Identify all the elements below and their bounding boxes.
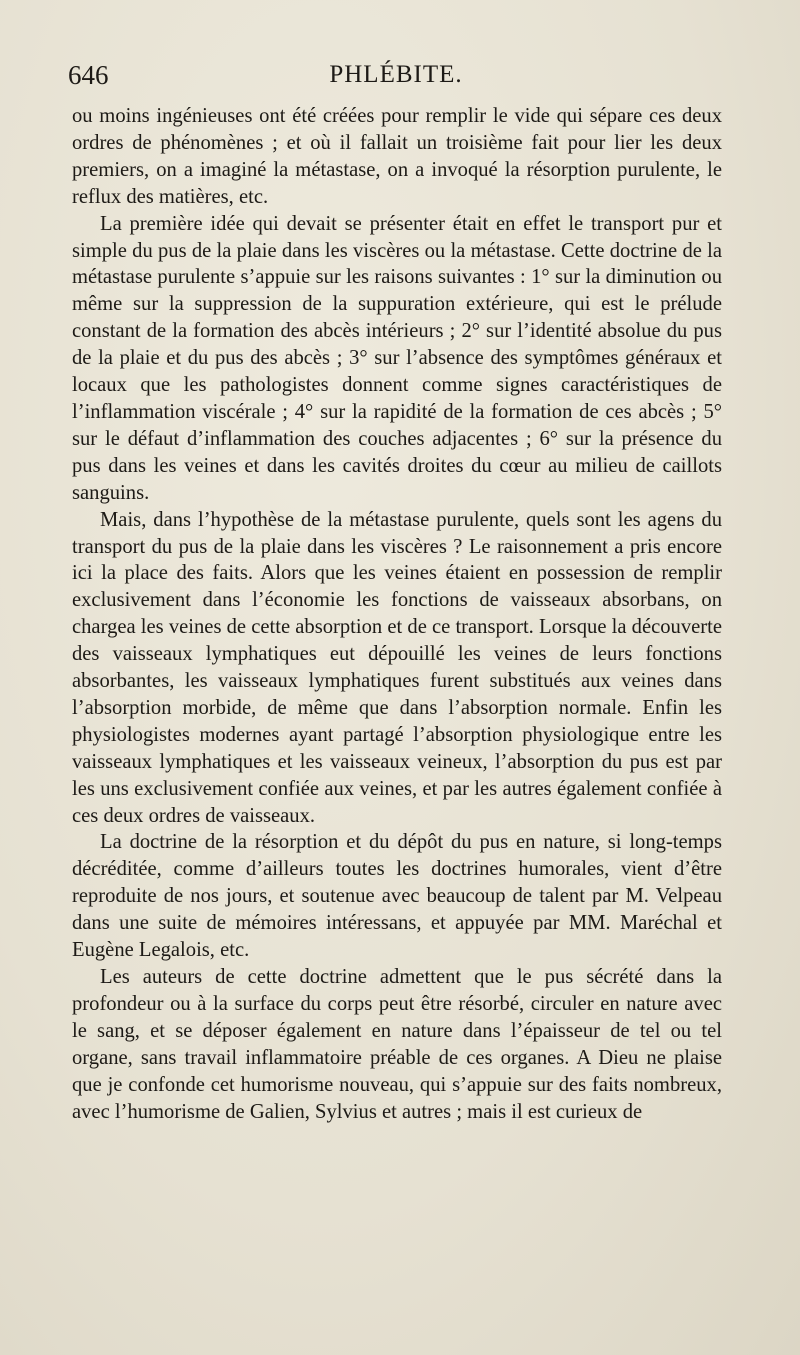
paragraph-metastase: La première idée qui devait se présenter était en effet le transport pur et simple du pus de la plaie dans les viscères ou la métastase. Cette doctrine de la métastase purulente s’appuie sur les raisons suivantes : 1° sur la diminution ou même sur la suppression de la suppuration extérieure, qui est le prélude constant de la formation des abcès intérieurs ; 2° sur l’identité absolue du pus de la plaie et du pus des abcès ; 3° sur l’absence des symptômes généraux et locaux que les pathologistes donnent comme signes caractéristiques de l’inflammation viscérale ; 4° sur la rapidité de la formation de ces abcès ; 5° sur le défaut d’inflammation des couches adjacentes ; 6° sur la présence du pus dans les veines et dans les cavités droites du cœur au milieu de caillots sanguins.	[72, 212, 722, 504]
paragraph-auteurs: Les auteurs de cette doctrine admettent que le pus sécrété dans la profondeur ou à la surface du corps peut être résorbé, circuler en nature avec le sang, et se déposer également en nature dans l’épaisseur de tel ou tel organe, sans travail inflammatoire préable de ces organes. A Dieu ne plaise que je confonde cet humorisme nouveau, qui s’appuie sur des faits nombreux, avec l’humorisme de Galien, Sylvius et autres ; mais il est curieux de	[72, 966, 722, 1123]
page-number: 646	[68, 60, 109, 90]
body-text	[72, 103, 722, 1125]
paragraph-resorption: La doctrine de la résorption et du dépôt du pus en nature, si long-temps décréditée, comme d’ailleurs toutes les doctrines humorales, vient d’être reproduite de nos jours, et soutenue avec beaucoup de talent par M. Velpeau dans une suite de mémoires intéressans, et appuyée par MM. Maréchal et Eugène Legalois, etc.	[72, 831, 722, 962]
running-title: PHLÉBITE.	[329, 61, 463, 88]
paragraph-transport: Mais, dans l’hypothèse de la métastase purulente, quels sont les agens du transport du pus de la plaie dans les viscères ? Le raisonnement a pris encore ici la place des faits. Alors que les veines étaient en possession de remplir exclusivement dans l’économie les fonctions de vaisseaux absorbans, on chargea les veines de cette absorption et de ce transport. Lorsque la découverte des vaisseaux lymphatiques eut dépouillé les veines de leurs fonctions absorbantes, les vaisseaux lymphatiques furent substitués aux veines dans l’absorption morbide, de même que dans l’absorption normale. Enfin les physiologistes modernes ayant partagé l’absorption physiologique entre les vaisseaux lymphatiques et les vaisseaux veineux, l’absorption du pus est par les uns exclusivement confiée aux veines, et par les autres également confiée à ces deux ordres de vaisseaux.	[72, 508, 722, 827]
running-head	[68, 58, 724, 92]
paragraph-continuation: ou moins ingénieuses ont été créées pour remplir le vide qui sépare ces deux ordres de phénomènes ; et où il fallait un troisième fait pour lier les deux premiers, on a imaginé la métastase, on a invoqué la résorption purulente, le reflux des matières, etc.	[72, 105, 722, 208]
